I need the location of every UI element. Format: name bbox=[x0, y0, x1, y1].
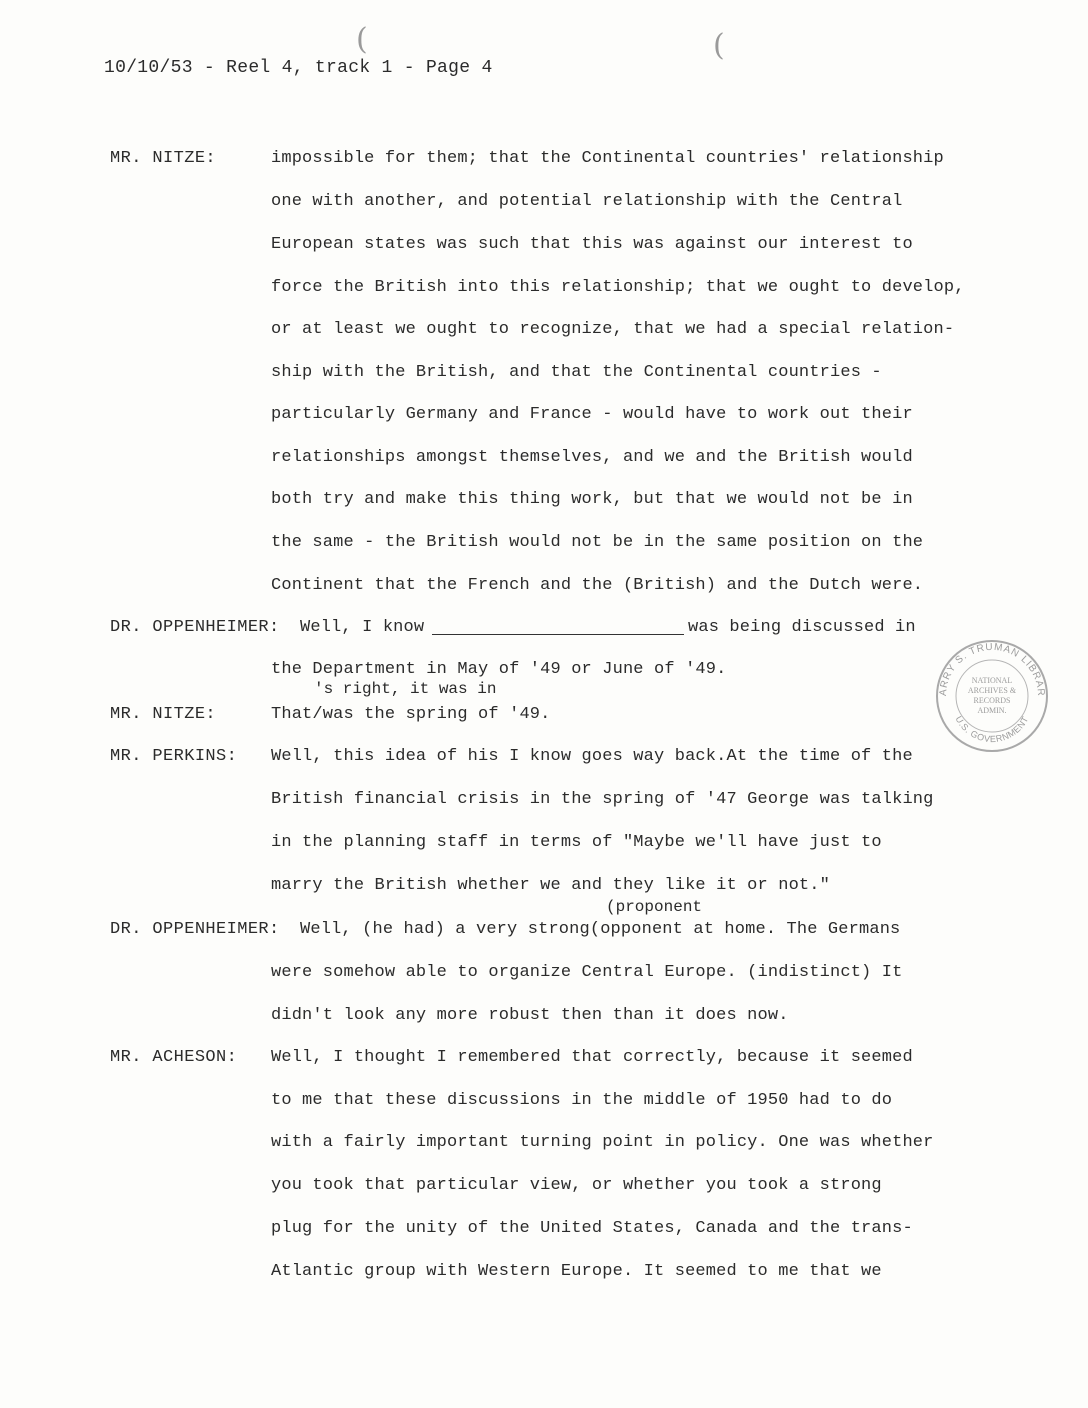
svg-text:U.S. GOVERNMENT bbox=[954, 714, 1031, 744]
transcript-line: you took that particular view, or whether you took a strong bbox=[271, 1176, 882, 1195]
handwritten-insertion: (proponent bbox=[606, 898, 703, 916]
archive-stamp bbox=[932, 636, 1052, 756]
stamp-inner-line: ARCHIVES & bbox=[967, 686, 1017, 695]
stamp-inner-line: NATIONAL bbox=[971, 676, 1013, 685]
handwritten-insertion: 's right, it was in bbox=[314, 680, 497, 698]
transcript-line: British financial crisis in the spring of '47 George was talking bbox=[271, 790, 934, 809]
transcript-line: Well, I know bbox=[300, 618, 425, 637]
stamp-bottom-text: U.S. GOVERNMENT bbox=[953, 714, 1031, 745]
transcript-line: were somehow able to organize Central Europe. (indistinct) It bbox=[271, 963, 903, 982]
transcript-line: European states was such that this was against our interest to bbox=[271, 235, 913, 254]
transcript-line: in the planning staff in terms of "Maybe we'll have just to bbox=[271, 833, 882, 852]
transcript-line: one with another, and potential relationship with the Central bbox=[271, 192, 903, 211]
speaker-label: MR. ACHESON: bbox=[110, 1048, 238, 1067]
speaker-label: MR. NITZE: bbox=[110, 149, 217, 168]
transcript-line: particularly Germany and France - would have to work out their bbox=[271, 405, 913, 424]
transcript-line: marry the British whether we and they like it or not." bbox=[271, 876, 830, 895]
transcript-line: Well, this idea of his I know goes way back.At the time of the bbox=[271, 747, 913, 766]
speaker-label: MR. NITZE: bbox=[110, 705, 217, 724]
margin-paren-mark: ( bbox=[713, 28, 725, 63]
transcript-line: with a fairly important turning point in policy. One was whether bbox=[271, 1133, 934, 1152]
transcript-line: ship with the British, and that the Continental countries - bbox=[271, 363, 882, 382]
transcript-line: impossible for them; that the Continental countries' relationship bbox=[271, 149, 944, 168]
transcript-line: force the British into this relationship; that we ought to develop, bbox=[271, 278, 965, 297]
transcript-line: Atlantic group with Western Europe. It seemed to me that we bbox=[271, 1262, 882, 1281]
speaker-label: DR. OPPENHEIMER: bbox=[110, 920, 280, 939]
speaker-label: DR. OPPENHEIMER: bbox=[110, 618, 280, 637]
transcript-line: Continent that the French and the (British) and the Dutch were. bbox=[271, 576, 924, 595]
speaker-label: MR. PERKINS: bbox=[110, 747, 238, 766]
transcript-line: didn't look any more robust then than it does now. bbox=[271, 1006, 789, 1025]
stamp-inner-line: RECORDS bbox=[973, 696, 1011, 705]
transcript-line: both try and make this thing work, but that we would not be in bbox=[271, 490, 913, 509]
transcript-line: the Department in May of '49 or June of '49. bbox=[271, 660, 727, 679]
transcript-line: the same - the British would not be in the same position on the bbox=[271, 533, 924, 552]
stamp-outer-text: ARRY S. TRUMAN LIBRAR bbox=[937, 641, 1047, 697]
page-header: 10/10/53 - Reel 4, track 1 - Page 4 bbox=[104, 58, 493, 78]
transcript-line: relationships amongst themselves, and we and the British would bbox=[271, 448, 913, 467]
transcript-line: to me that these discussions in the middle of 1950 had to do bbox=[271, 1091, 893, 1110]
transcript-line: Well, I thought I remembered that correctly, because it seemed bbox=[271, 1048, 913, 1067]
stamp-inner-line: ADMIN. bbox=[977, 706, 1007, 715]
archive-stamp-seal bbox=[932, 636, 1052, 756]
transcript-line: Well, (he had) a very strong(opponent at home. The Germans bbox=[300, 920, 901, 939]
transcript-line: or at least we ought to recognize, that we had a special relation- bbox=[271, 320, 955, 339]
transcript-line: was being discussed in bbox=[688, 618, 916, 637]
transcript-line: plug for the unity of the United States, Canada and the trans- bbox=[271, 1219, 913, 1238]
blank-underline bbox=[432, 634, 684, 635]
transcript-line: That/was the spring of '49. bbox=[271, 705, 551, 724]
margin-paren-mark: ( bbox=[356, 22, 368, 57]
